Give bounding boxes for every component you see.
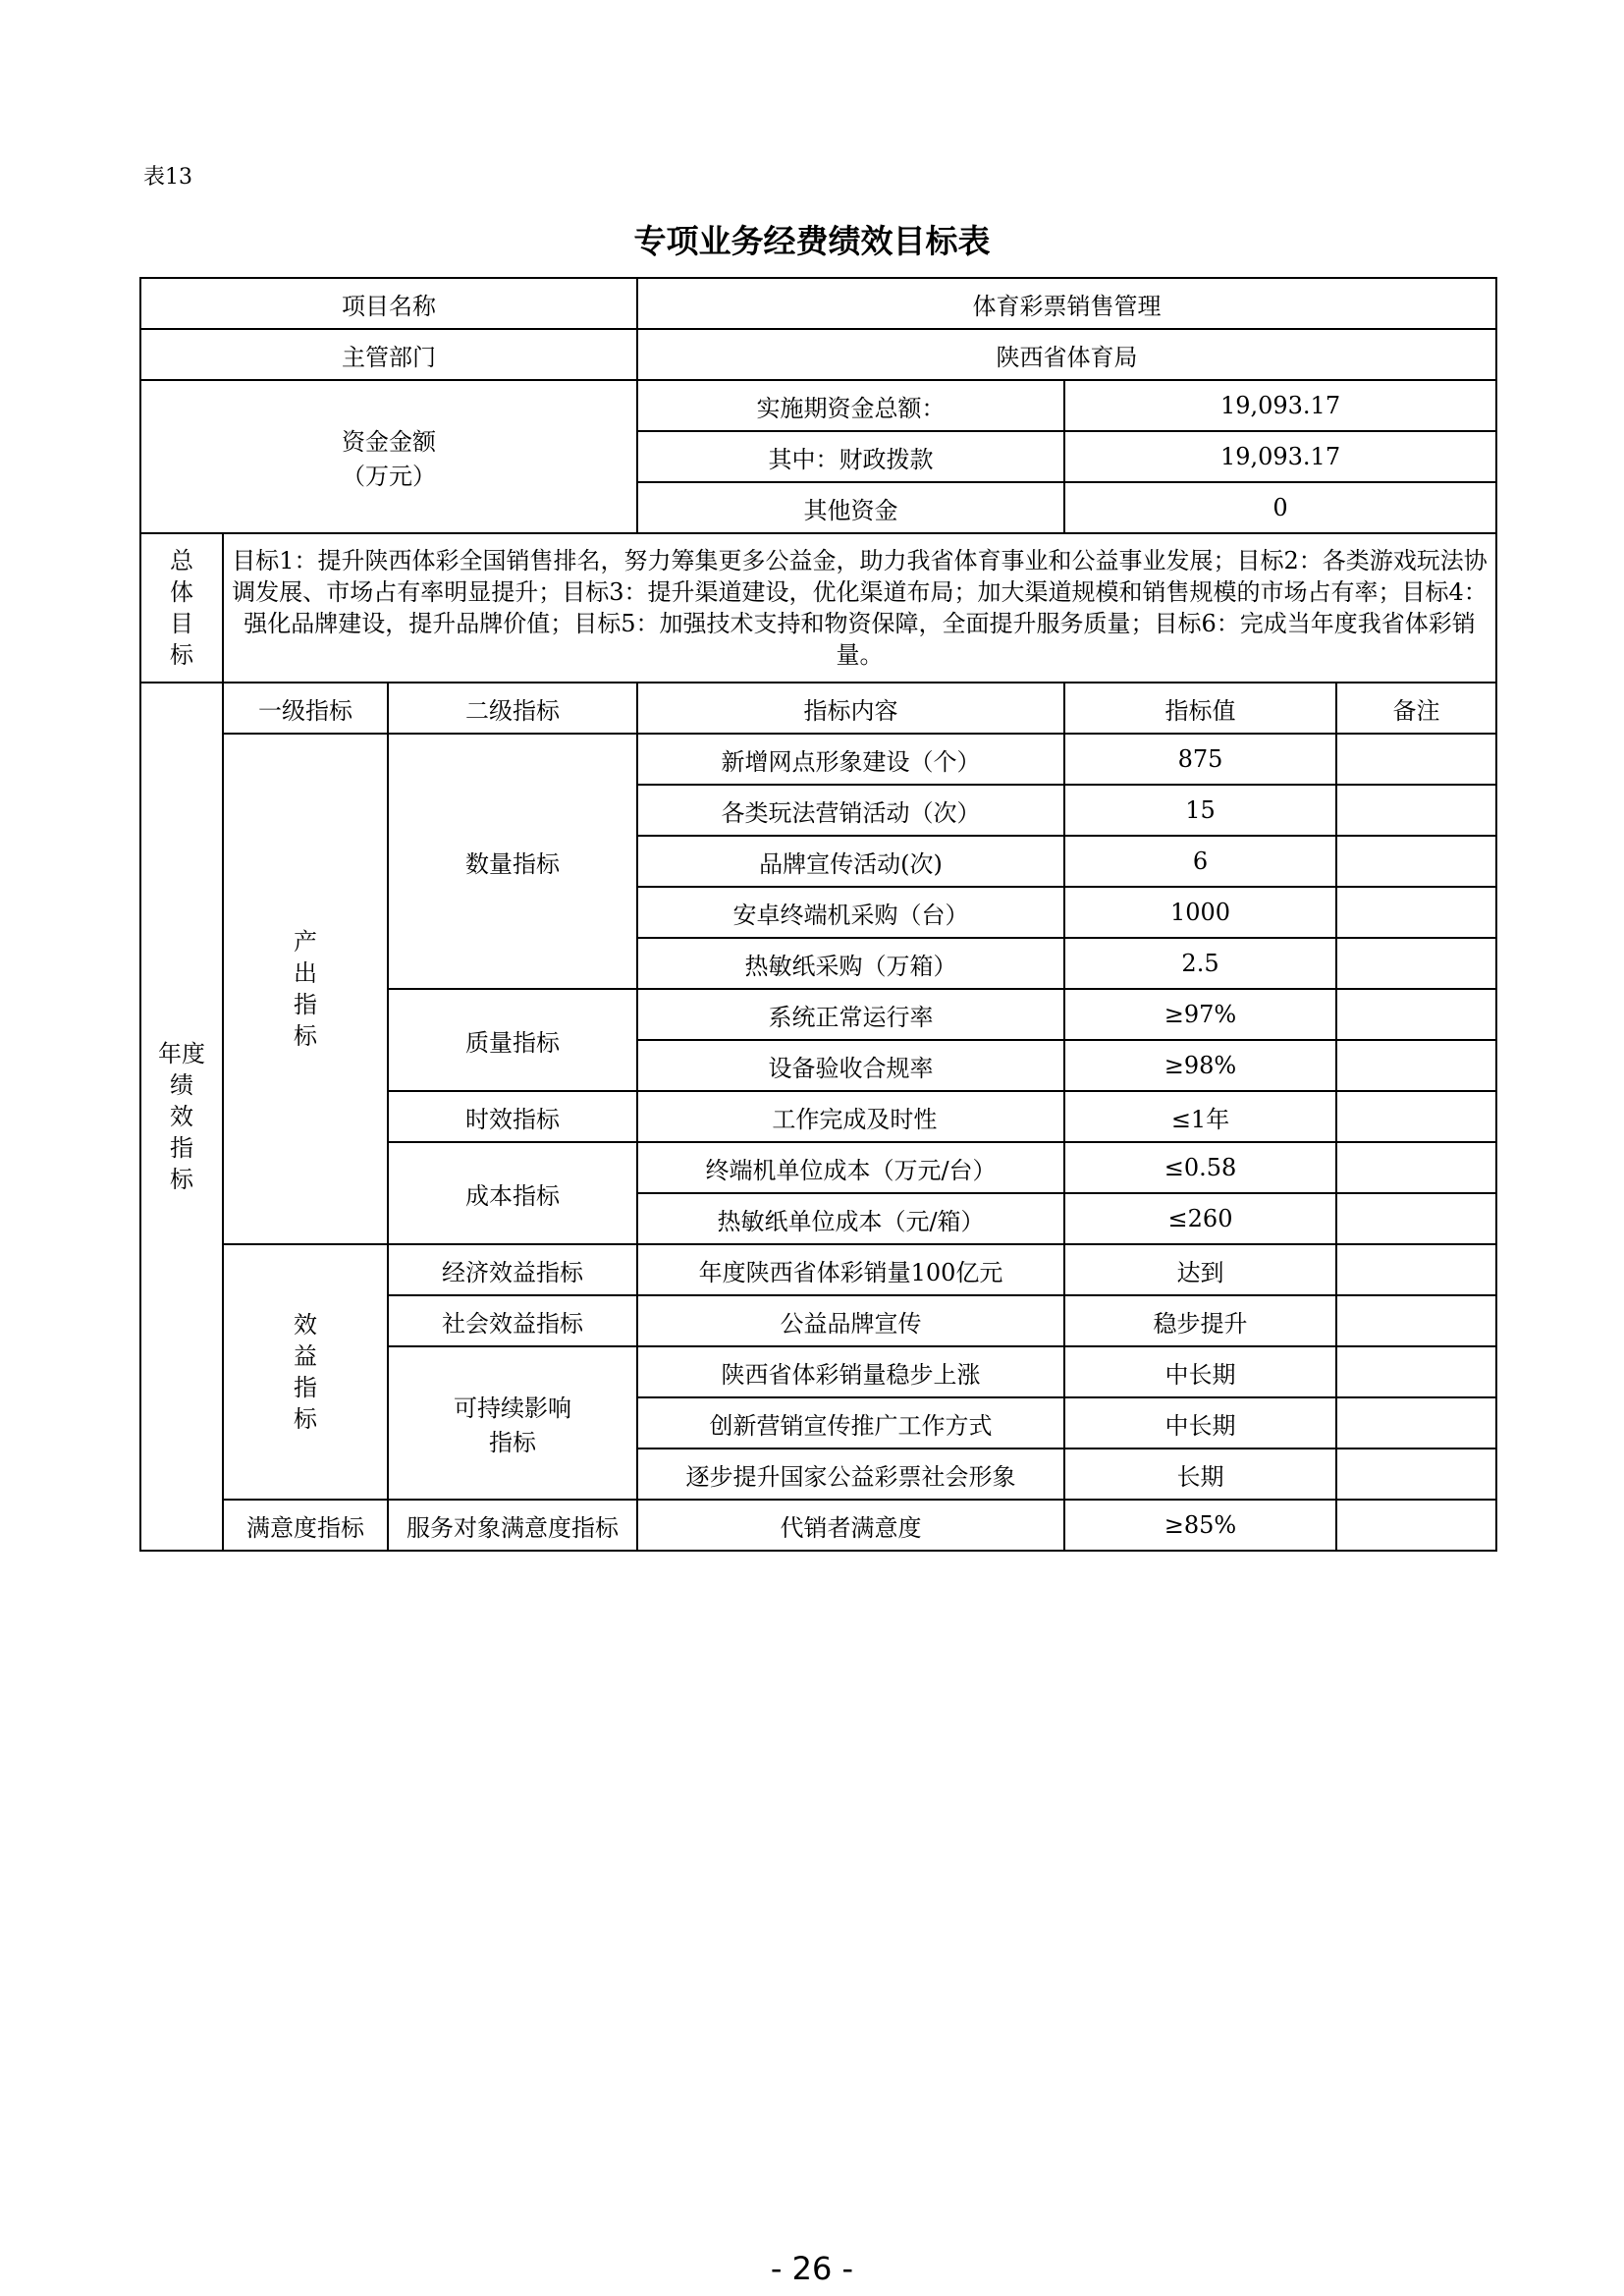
indicator-note (1336, 1449, 1496, 1500)
service-satisfaction-label: 服务对象满意度指标 (388, 1500, 637, 1551)
indicator-note (1336, 1142, 1496, 1193)
table-number-label: 表13 (143, 165, 192, 190)
output-label-char: 出 (294, 959, 317, 987)
output-label-char: 标 (294, 1022, 317, 1050)
page-number: - 26 - (770, 2250, 854, 2287)
indicator-content: 安卓终端机采购（台） (637, 887, 1064, 938)
indicator-content: 热敏纸采购（万箱） (637, 938, 1064, 989)
indicator-value: ≤1年 (1064, 1091, 1336, 1142)
benefit-label-char: 益 (294, 1342, 317, 1370)
indicator-value: 中长期 (1064, 1346, 1336, 1397)
overall-goal-label (140, 533, 223, 683)
indicator-value: ≥85% (1064, 1500, 1336, 1551)
indicator-content: 新增网点形象建设（个） (637, 734, 1064, 785)
sustainable-label-line1: 可持续影响 (454, 1394, 571, 1422)
department-value: 陕西省体育局 (637, 329, 1496, 380)
indicator-value: 2.5 (1064, 938, 1336, 989)
annual-label-char: 年度 (158, 1040, 205, 1067)
indicator-header-row (140, 683, 1496, 734)
social-benefit-label: 社会效益指标 (388, 1295, 637, 1346)
funds-label-line1: 资金金额 (342, 428, 436, 456)
overall-goal-text: 目标1：提升陕西体彩全国销售排名，努力筹集更多公益金，助力我省体育事业和公益事业发展；目标2：各类游戏玩法协调发展、市场占有率明显提升；目标3：提升渠道建设，优化渠道布局；加大渠道规模和销售规模的市场占有率；目标4：强化品牌建设，提升品牌价值；目标5：加强技术支持和物资保障，全面提升服务质量；目标6：完成当年度我省体彩销量。 (223, 533, 1496, 683)
indicator-content: 品牌宣传活动(次) (637, 836, 1064, 887)
indicator-note (1336, 1040, 1496, 1091)
indicator-content: 代销者满意度 (637, 1500, 1064, 1551)
indicator-note (1336, 836, 1496, 887)
funds-label-line2: （万元） (342, 463, 436, 490)
indicator-value: 中长期 (1064, 1397, 1336, 1449)
funds-other-value: 0 (1064, 482, 1496, 533)
satisfaction-indicator-label: 满意度指标 (223, 1500, 388, 1551)
indicator-content: 热敏纸单位成本（元/箱） (637, 1193, 1064, 1244)
header-value: 指标值 (1064, 683, 1336, 734)
department-label: 主管部门 (140, 329, 637, 380)
funds-label (140, 380, 637, 533)
indicator-value: 1000 (1064, 887, 1336, 938)
indicator-note (1336, 887, 1496, 938)
overall-goal-label-char: 目 (170, 610, 193, 637)
indicator-value: ≤260 (1064, 1193, 1336, 1244)
funds-other-label: 其他资金 (637, 482, 1064, 533)
funds-total-row (140, 380, 1496, 431)
benefit-label-char: 效 (294, 1311, 317, 1339)
funds-fiscal-value: 19,093.17 (1064, 431, 1496, 482)
indicator-content: 创新营销宣传推广工作方式 (637, 1397, 1064, 1449)
header-note: 备注 (1336, 683, 1496, 734)
indicator-value: 稳步提升 (1064, 1295, 1336, 1346)
output-label-char: 产 (294, 928, 317, 956)
indicator-content: 公益品牌宣传 (637, 1295, 1064, 1346)
indicator-note (1336, 989, 1496, 1040)
annual-label-char: 绩 (170, 1071, 193, 1099)
funds-total-label: 实施期资金总额： (637, 380, 1064, 431)
indicator-note (1336, 938, 1496, 989)
table-row (140, 1244, 1496, 1295)
indicator-content: 各类玩法营销活动（次） (637, 785, 1064, 836)
header-content: 指标内容 (637, 683, 1064, 734)
indicator-content: 终端机单位成本（万元/台） (637, 1142, 1064, 1193)
indicator-note (1336, 1500, 1496, 1551)
table-row (140, 734, 1496, 785)
document-title: 专项业务经费绩效目标表 (633, 222, 991, 260)
sustainable-impact-label (388, 1346, 637, 1500)
overall-goal-label-char: 体 (170, 578, 193, 606)
indicator-content: 逐步提升国家公益彩票社会形象 (637, 1449, 1064, 1500)
indicator-content: 年度陕西省体彩销量100亿元 (637, 1244, 1064, 1295)
overall-goal-row (140, 533, 1496, 683)
benefit-indicator-label (223, 1244, 388, 1500)
sustainable-label-line2: 指标 (489, 1429, 536, 1456)
economic-benefit-label: 经济效益指标 (388, 1244, 637, 1295)
output-label-char: 指 (294, 991, 317, 1018)
annual-label-char: 标 (170, 1166, 193, 1193)
table-row (140, 1500, 1496, 1551)
benefit-label-char: 指 (294, 1374, 317, 1401)
quality-indicator-label: 质量指标 (388, 989, 637, 1091)
annual-label-char: 指 (170, 1134, 193, 1162)
project-name-value: 体育彩票销售管理 (637, 278, 1496, 329)
project-name-row (140, 278, 1496, 329)
overall-goal-label-char: 标 (170, 641, 193, 669)
performance-target-table (139, 277, 1497, 1552)
timeliness-indicator-label: 时效指标 (388, 1091, 637, 1142)
annual-label-char: 效 (170, 1103, 193, 1130)
header-level2: 二级指标 (388, 683, 637, 734)
quantity-indicator-label: 数量指标 (388, 734, 637, 989)
indicator-value: 长期 (1064, 1449, 1336, 1500)
indicator-note (1336, 1193, 1496, 1244)
indicator-content: 设备验收合规率 (637, 1040, 1064, 1091)
indicator-note (1336, 1244, 1496, 1295)
indicator-note (1336, 1397, 1496, 1449)
benefit-label-char: 标 (294, 1405, 317, 1433)
cost-indicator-label: 成本指标 (388, 1142, 637, 1244)
indicator-value: ≥98% (1064, 1040, 1336, 1091)
overall-goal-label-char: 总 (170, 547, 193, 574)
funds-fiscal-label: 其中：财政拨款 (637, 431, 1064, 482)
indicator-note (1336, 1091, 1496, 1142)
indicator-note (1336, 1295, 1496, 1346)
project-name-label: 项目名称 (140, 278, 637, 329)
annual-indicator-label (140, 683, 223, 1551)
indicator-note (1336, 785, 1496, 836)
indicator-value: 6 (1064, 836, 1336, 887)
indicator-value: 达到 (1064, 1244, 1336, 1295)
indicator-value: ≥97% (1064, 989, 1336, 1040)
indicator-value: ≤0.58 (1064, 1142, 1336, 1193)
indicator-content: 系统正常运行率 (637, 989, 1064, 1040)
indicator-value: 15 (1064, 785, 1336, 836)
department-row (140, 329, 1496, 380)
funds-total-value: 19,093.17 (1064, 380, 1496, 431)
indicator-content: 工作完成及时性 (637, 1091, 1064, 1142)
header-level1: 一级指标 (223, 683, 388, 734)
indicator-note (1336, 734, 1496, 785)
output-indicator-label (223, 734, 388, 1244)
indicator-value: 875 (1064, 734, 1336, 785)
indicator-note (1336, 1346, 1496, 1397)
indicator-content: 陕西省体彩销量稳步上涨 (637, 1346, 1064, 1397)
